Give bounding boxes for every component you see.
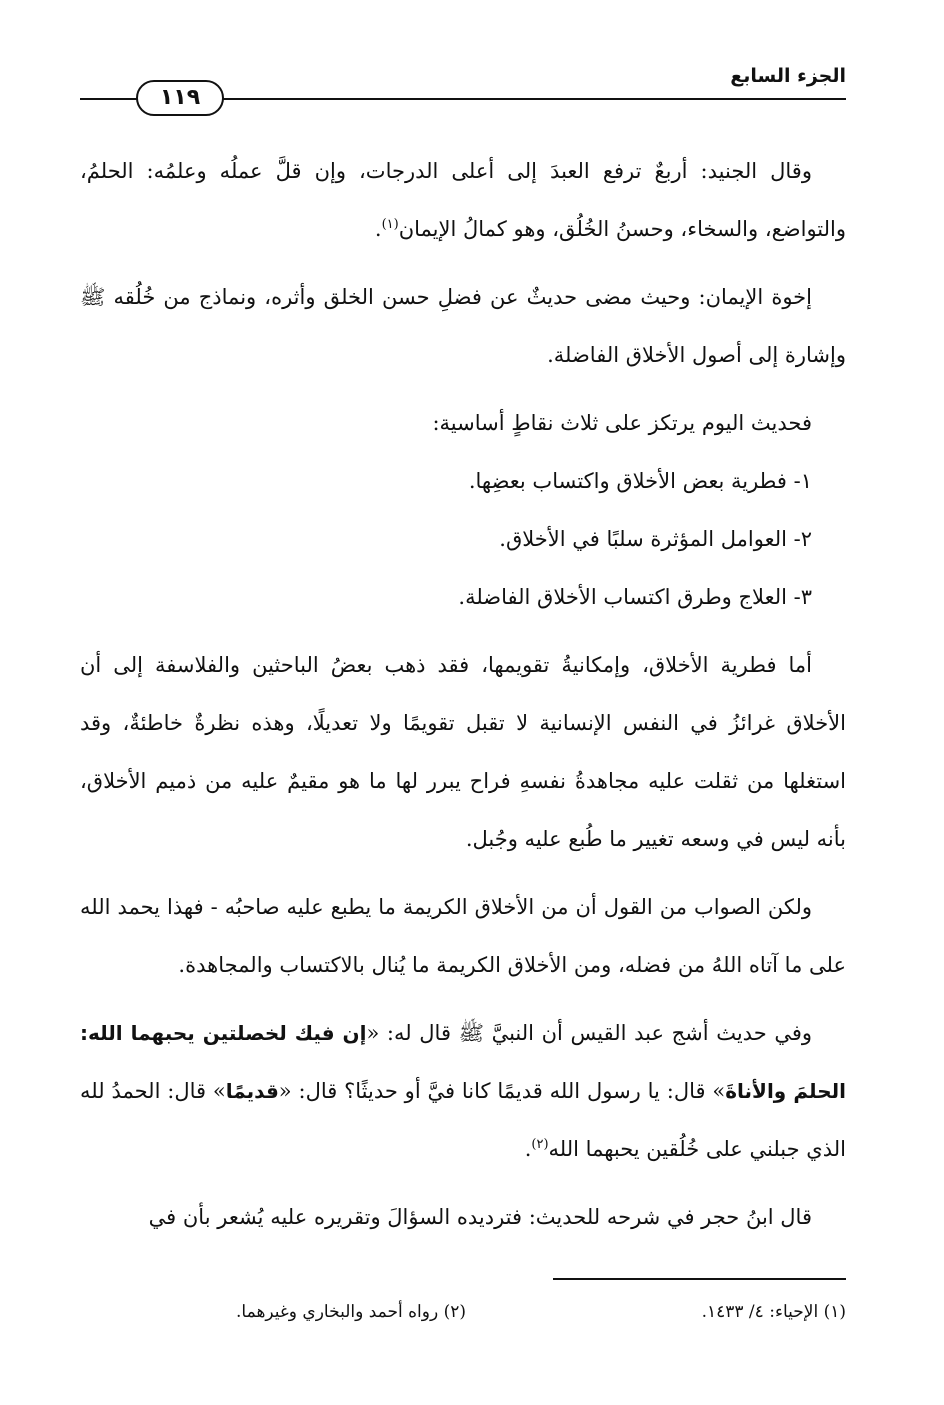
paragraph-innate-morals: أما فطرية الأخلاق، وإمكانيةُ تقويمها، فقد ذهب بعضُ الباحثين والفلاسفة إلى أن الأخلاق غرائزُ في النفس الإنسانية لا تقبل تقويمًا ولا تعديلًا، وهذه نظرةٌ خاطئةٌ، وقد استغلها من ثقلت عليه مجاهدةُ نفسهِ فراح يبرر لها ما هو مقيمٌ عليه من ذميم الأخلاق، بأنه ليس في وسعه تغيير ما طُبع عليه وجُبل. (80, 653, 846, 851)
body-text (80, 142, 846, 1256)
hadith-quote-1: إن فيك لخصلتين يحبهما الله: الحلمَ والأناةَ (80, 1021, 846, 1103)
hadith-end: » قال: الحمدُ لله الذي جبلني على خُلُقين يحبهما الله (80, 1079, 846, 1161)
paragraph-junayd (80, 142, 846, 258)
hadith-middle: » قال: يا رسول الله قديمًا كانا فيَّ أو حديثًا؟ قال: « (278, 1079, 726, 1103)
running-head: الجزء السابع (730, 65, 846, 87)
paragraph-ashaj-hadith (80, 1004, 846, 1178)
hadith-intro: وفي حديث أشج عبد القيس أن النبيَّ ﷺ قال له: « (366, 1021, 812, 1045)
footnote-2: (٢) رواه أحمد والبخاري وغيرهما. (236, 1302, 466, 1322)
paragraph-correct-view: ولكن الصواب من القول أن من الأخلاق الكريمة ما يطبع عليه صاحبُه - فهذا يحمد الله على ما آتاه اللهُ من فضله، ومن الأخلاق الكريمة ما يُنال بالاكتساب والمجاهدة. (80, 895, 846, 977)
hadith-dot: . (524, 1137, 532, 1161)
hadith-quote-2: قديمًا (225, 1079, 279, 1103)
paragraph-brothers: إخوة الإيمان: وحيث مضى حديثٌ عن فضلِ حسن الخلق وأثره، ونماذج من خُلُقه ﷺ وإشارة إلى أصول الأخلاق الفاضلة. (80, 285, 846, 367)
header-rule-right (212, 98, 846, 100)
footnote-rule (553, 1278, 846, 1280)
paragraph-ibn-hajar: قال ابنُ حجر في شرحه للحديث: فترديده السؤالَ وتقريره عليه يُشعر بأن في (148, 1205, 812, 1229)
list-item: ٢- العوامل المؤثرة سلبًا في الأخلاق. (499, 527, 812, 551)
footnote-1: (١) الإحياء: ٤/ ١٤٣٣. (701, 1302, 846, 1322)
page-number-frame (136, 80, 224, 116)
footnotes (80, 1297, 846, 1327)
list-item: ٣- العلاج وطرق اكتساب الأخلاق الفاضلة. (458, 585, 812, 609)
paragraph-points-intro: فحديث اليوم يرتكز على ثلاث نقاطٍ أساسية: (432, 411, 812, 435)
footnote-ref-2: (٢) (531, 1137, 549, 1152)
paragraph-junayd-end: . (374, 217, 382, 241)
page-number: ١١٩ (159, 85, 201, 110)
paragraph-junayd-text: وقال الجنيد: أربعٌ ترفع العبدَ إلى أعلى الدرجات، وإن قلَّ عملُه وعلمُه: الحلمُ، والتواضع، والسخاء، وحسنُ الخُلُق، وهو كمالُ الإيمان (80, 159, 846, 241)
list-item: ١- فطرية بعض الأخلاق واكتساب بعضِها. (468, 469, 812, 493)
footnote-ref-1: (١) (381, 217, 399, 232)
